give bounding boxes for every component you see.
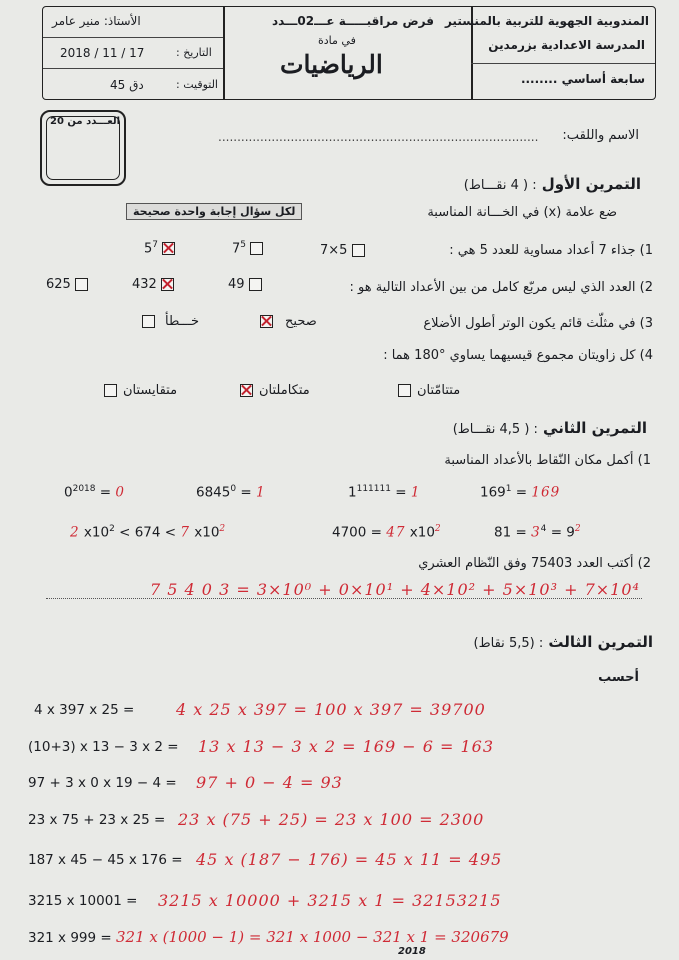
ex2-q1: 1) أكمل مكان النّقاط بالأعداد المناسبة	[444, 453, 651, 468]
ex3-expr-7: 321 x 999 =	[28, 930, 112, 946]
ex2-r2-c: 2 $x10^2 < 674 < 7$ $x10^2$	[70, 524, 227, 541]
ex3-ans-6: 3215 x 10000 + 3215 x 1 = 32153215	[158, 891, 502, 910]
ex3-expr-5: 187 x 45 − 45 x 176 =	[28, 852, 183, 868]
ex1-q3: 3) في مثلّث قائم يكون الوتر أطول الأضلاع	[423, 316, 653, 331]
ex2-answer-line	[46, 598, 642, 599]
ex3-ans-4: 23 x (75 + 25) = 23 x 100 = 2300	[178, 810, 485, 829]
ex1-q4-opt1: متتامّتان	[398, 383, 460, 398]
ex2-answer: 7 5 4 0 3 = 3×10⁰ + 0×10¹ + 4×10² + 5×10³ + 7×10⁴	[150, 580, 640, 599]
ex1-q1-opt3: $5^7$	[144, 240, 175, 256]
ex2-r2-a: $81 = 3^4 = 9^2$	[494, 524, 582, 541]
ex1-q2-opt2: 432	[132, 277, 174, 292]
ex3-ans-3: 97 + 0 − 4 = 93	[196, 773, 343, 792]
ex2-r2-b: 4700 = 47 $x10^2$	[332, 524, 442, 541]
ex3-ans-5: 45 x (187 − 176) = 45 x 11 = 495	[196, 850, 503, 869]
ex1-q1-opt2: $7^5$	[232, 240, 263, 256]
header-date: 2018 / 11 / 17	[60, 46, 145, 60]
header-time-label: التوقيت :	[176, 78, 218, 91]
ex1-q3-opt2: خـــطأ	[142, 314, 199, 329]
ex2-r1-a: $169^1 = 169$	[480, 484, 561, 501]
ex2-r1-c: $6845^0 = 1$	[196, 484, 266, 501]
ex2-title: التمرين الثاني : ( 4,5 نقـــاط)	[452, 419, 647, 437]
ex3-sub: أحسب	[598, 670, 639, 685]
footer-year: 2018	[398, 946, 426, 957]
ex1-q3-opt1: صحيح	[260, 314, 317, 329]
ex1-q2: 2) العدد الذي ليس مربّع كامل من بين الأعداد التالية هو :	[349, 280, 653, 295]
ex3-ans-2: 13 x 13 − 3 x 2 = 169 − 6 = 163	[198, 737, 495, 756]
name-label: الاسم واللقب:	[562, 128, 639, 143]
ex1-tag: لكل سؤال إجابة واحدة صحيحة	[126, 203, 302, 220]
ex1-q2-opt3: 625	[46, 277, 88, 292]
score-label: العـــدد من 20	[50, 116, 121, 127]
ex1-instruction: ضع علامة (x) في الخـــانة المناسبة	[427, 205, 617, 220]
ex1-q2-opt1: 49	[228, 277, 262, 292]
ex2-r1-d: $0^{2018} = 0$	[64, 484, 125, 501]
ex3-ans-7: 321 x (1000 − 1) = 321 x 1000 − 321 x 1 = 320679	[116, 928, 509, 946]
ex1-q4-opt2: متكاملتان	[240, 383, 310, 398]
name-dots: ....................................................................................	[218, 130, 539, 144]
ex3-expr-4: 23 x 75 + 23 x 25 =	[28, 812, 166, 828]
ex2-q2: 2) أكتب العدد 75403 وفق النّظام العشري	[418, 556, 651, 571]
ex3-expr-2: (10+3) x 13 − 3 x 2 =	[28, 739, 179, 755]
ex3-expr-6: 3215 x 10001 =	[28, 893, 138, 909]
header-subject-label: في مادة	[318, 34, 356, 47]
header-date-label: التاريخ :	[176, 46, 212, 59]
header-teacher: الأستاذ: منير عامر	[52, 14, 141, 28]
header-school: المدرسة الاعدادية بزرمدين	[488, 38, 645, 52]
ex2-r1-b: $1^{111111} = 1$	[348, 484, 421, 501]
ex1-title: التمرين الأول : ( 4 نقـــاط)	[463, 175, 641, 193]
header-ministry: المندوبية الجهوية للتربية بالمنستير	[444, 14, 649, 28]
ex1-q1: 1) جذاء 7 أعداد مساوية للعدد 5 هي :	[449, 243, 653, 258]
ex3-ans-1: 4 x 25 x 397 = 100 x 397 = 39700	[176, 700, 486, 719]
header-level: سابعة أساسي ........	[520, 72, 645, 86]
header-time: 45 دق	[110, 78, 144, 92]
ex1-q1-opt1: 7×5	[320, 243, 365, 258]
ex3-title: التمرين الثالث : (5,5 نقاط)	[473, 633, 653, 651]
header-subject: الرياضيات	[280, 50, 383, 79]
ex1-q4: 4) كل زاويتان مجموع قيسيهما يساوي °180 هما :	[383, 348, 653, 363]
ex1-q4-opt3: متقايستان	[104, 383, 177, 398]
ex3-expr-1: 4 x 397 x 25 =	[34, 702, 135, 718]
ex3-expr-3: 97 + 3 x 0 x 19 − 4 =	[28, 775, 177, 791]
header-test-title: فرض مراقبـــــة عـــ02ـــدد	[272, 14, 434, 28]
